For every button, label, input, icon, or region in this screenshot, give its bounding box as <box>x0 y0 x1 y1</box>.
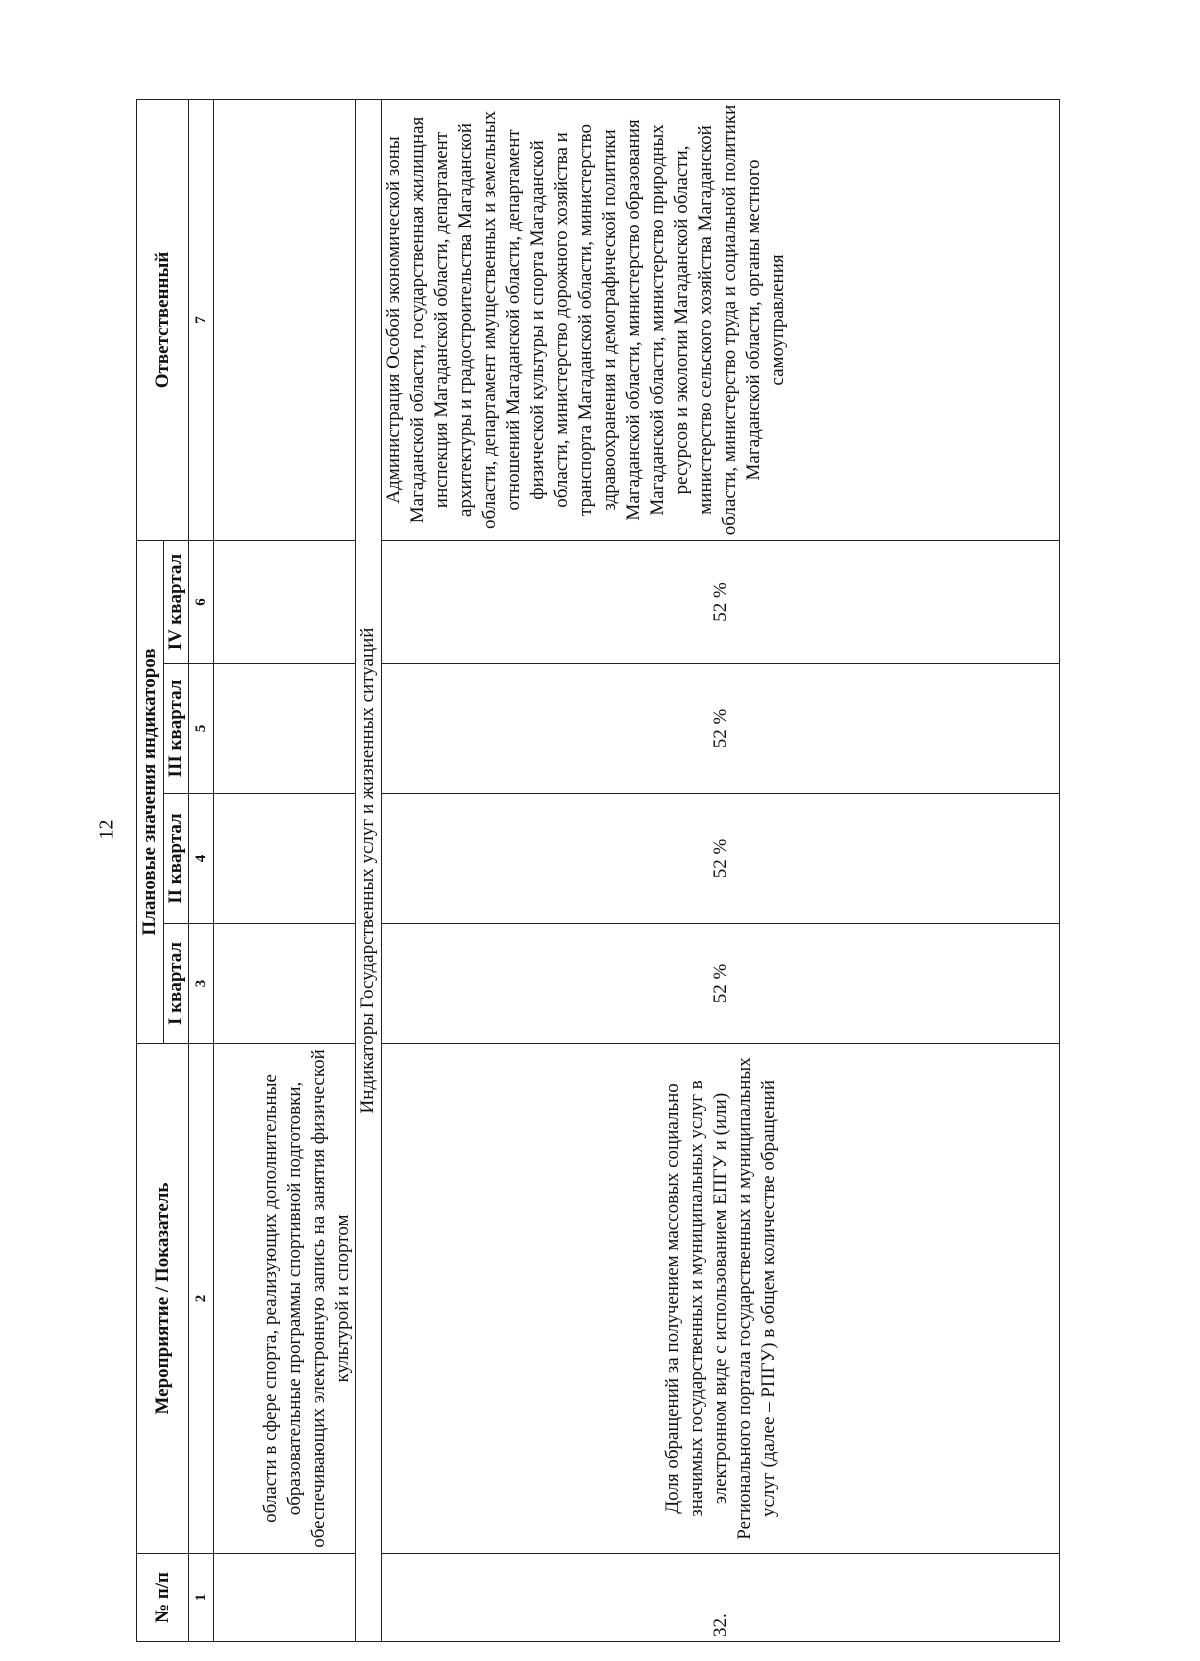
header-q2: II квартал <box>164 794 189 924</box>
continuation-num <box>214 1554 356 1642</box>
colnum-7: 7 <box>189 99 214 540</box>
header-num: № п/п <box>137 1554 189 1642</box>
header-responsible: Ответственный <box>137 99 189 540</box>
column-number-row <box>189 99 214 1641</box>
colnum-1: 1 <box>189 1554 214 1642</box>
rotated-table-sheet <box>136 100 1060 1642</box>
continuation-event-text: области в сфере спорта, реализующих дополнительные образовательные программы спортивной подготовки, обеспечивающих электронную запись на занятия физической культурой и спортом <box>214 1044 356 1554</box>
colnum-6: 6 <box>189 540 214 663</box>
row-q1-value: 52 % <box>382 924 1060 1044</box>
header-plan-group: Плановые значения индикаторов <box>137 540 164 1043</box>
header-q3: III квартал <box>164 664 189 794</box>
row-responsible: Администрация Особой экономической зоны Магаданской области, государственная жилищная инспекция Магаданской области, департамент архитектуры и градостроительства Магаданской области, департамент имущественных и земельных отношений Магаданской области, департамент физической культуры и спорта Магаданской области, министерство дорожного хозяйства и транспорта Магаданской области, министерство здравоохранения и демографической политики Магаданской области, министерство образования Магаданской области, министерство природных ресурсов и экологии Магаданской области, министерство сельского хозяйства Магаданской области, министерство труда и социальной политики Магаданской области, органы местного самоуправления <box>382 99 1060 540</box>
colnum-4: 4 <box>189 794 214 924</box>
row-number: 32. <box>382 1554 1060 1642</box>
continuation-responsible <box>214 99 356 540</box>
colnum-3: 3 <box>189 924 214 1044</box>
continuation-q3 <box>214 664 356 794</box>
header-event: Мероприятие / Показатель <box>137 1044 189 1554</box>
row-event-text: Доля обращений за получением массовых социально значимых государственных и муниципальных услуг в электронном виде с использованием ЕПГУ и (или) Регионального портала государственных и муниципальных услуг (далее – РПГУ) в общем количестве обращений <box>382 1044 1060 1554</box>
section-row <box>356 99 382 1641</box>
header-q4: IV квартал <box>164 540 189 663</box>
row-q2-value: 52 % <box>382 794 1060 924</box>
row-q4-value: 52 % <box>382 540 1060 663</box>
colnum-5: 5 <box>189 664 214 794</box>
continuation-row <box>214 99 356 1641</box>
colnum-2: 2 <box>189 1044 214 1554</box>
continuation-q1 <box>214 924 356 1044</box>
header-row-1 <box>137 99 164 1641</box>
indicators-table <box>136 99 1060 1642</box>
page-number: 12 <box>95 819 118 840</box>
continuation-q4 <box>214 540 356 663</box>
header-q1: I квартал <box>164 924 189 1044</box>
row-q3-value: 52 % <box>382 664 1060 794</box>
continuation-q2 <box>214 794 356 924</box>
table-row <box>382 99 1060 1641</box>
section-title: Индикаторы Государственных услуг и жизненных ситуаций <box>356 99 382 1641</box>
